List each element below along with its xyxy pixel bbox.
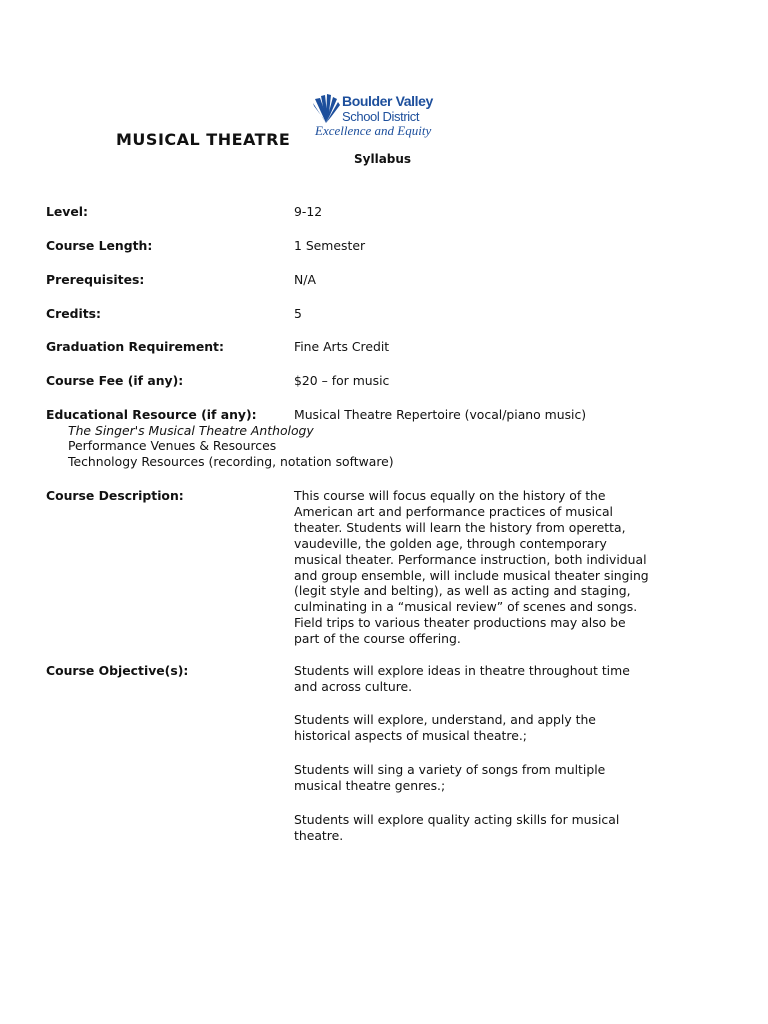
field-label-graduation-requirement: Graduation Requirement: (46, 339, 224, 354)
logo-district-subtitle: School District (342, 109, 420, 124)
field-label-course-fee: Course Fee (if any): (46, 373, 184, 388)
objective-line: Students will explore quality acting skills for musical (294, 812, 620, 827)
resource-item: The Singer's Musical Theatre Anthology (68, 423, 314, 438)
objective-line: Students will explore ideas in theatre throughout time (294, 663, 630, 678)
description-line: and group ensemble, will include musical theater singing (294, 567, 649, 583)
field-value-level: 9-12 (294, 204, 323, 219)
field-value-credits: 5 (294, 306, 302, 321)
description-line: (legit style and belting), as well as acting and staging, (294, 583, 631, 599)
field-value-course-length: 1 Semester (294, 238, 366, 253)
field-label-level: Level: (46, 204, 88, 219)
description-line: part of the course offering. (294, 631, 461, 647)
description-line: theater. Students will learn the history from operetta, (294, 519, 626, 535)
page-subtitle: Syllabus (354, 152, 412, 166)
description-line: Field trips to various theater productions may also be (294, 615, 626, 631)
description-line: culminating in a “musical review” of scenes and songs. (294, 599, 638, 615)
objective-line: Students will sing a variety of songs from multiple (294, 762, 606, 777)
description-line: American art and performance practices of musical (294, 503, 613, 519)
field-label-prerequisites: Prerequisites: (46, 272, 145, 287)
description-line: vaudeville, the golden age, through contemporary (294, 535, 607, 551)
objective-item (294, 663, 664, 695)
logo-district-name: Boulder Valley (342, 93, 433, 109)
objective-line: musical theatre genres.; (294, 777, 446, 793)
course-description-text (294, 488, 664, 647)
field-label-educational-resource: Educational Resource (if any): (46, 407, 257, 422)
description-line: This course will focus equally on the history of the (294, 488, 606, 503)
field-value-course-fee: $20 – for music (294, 373, 390, 388)
logo-tagline: Excellence and Equity (315, 123, 432, 138)
objective-item (294, 762, 664, 794)
objective-line: theatre. (294, 827, 344, 843)
field-label-course-description: Course Description: (46, 488, 184, 503)
logo-mark-icon (312, 93, 342, 125)
resource-item: Technology Resources (recording, notation software) (68, 454, 394, 469)
objective-line: Students will explore, understand, and apply the (294, 712, 596, 727)
objective-line: and across culture. (294, 678, 413, 694)
field-value-graduation-requirement: Fine Arts Credit (294, 339, 390, 354)
resource-item: Performance Venues & Resources (68, 438, 277, 453)
objective-item (294, 712, 664, 744)
field-value-prerequisites: N/A (294, 272, 316, 287)
field-label-credits: Credits: (46, 306, 101, 321)
objective-item (294, 812, 664, 844)
objective-line: historical aspects of musical theatre.; (294, 727, 527, 743)
field-label-course-objectives: Course Objective(s): (46, 663, 189, 678)
district-logo (312, 93, 437, 141)
page-title: MUSICAL THEATRE (116, 130, 291, 149)
field-value-educational-resource: Musical Theatre Repertoire (vocal/piano music) (294, 407, 587, 422)
field-label-course-length: Course Length: (46, 238, 153, 253)
description-line: musical theater. Performance instruction, both individual (294, 551, 647, 567)
